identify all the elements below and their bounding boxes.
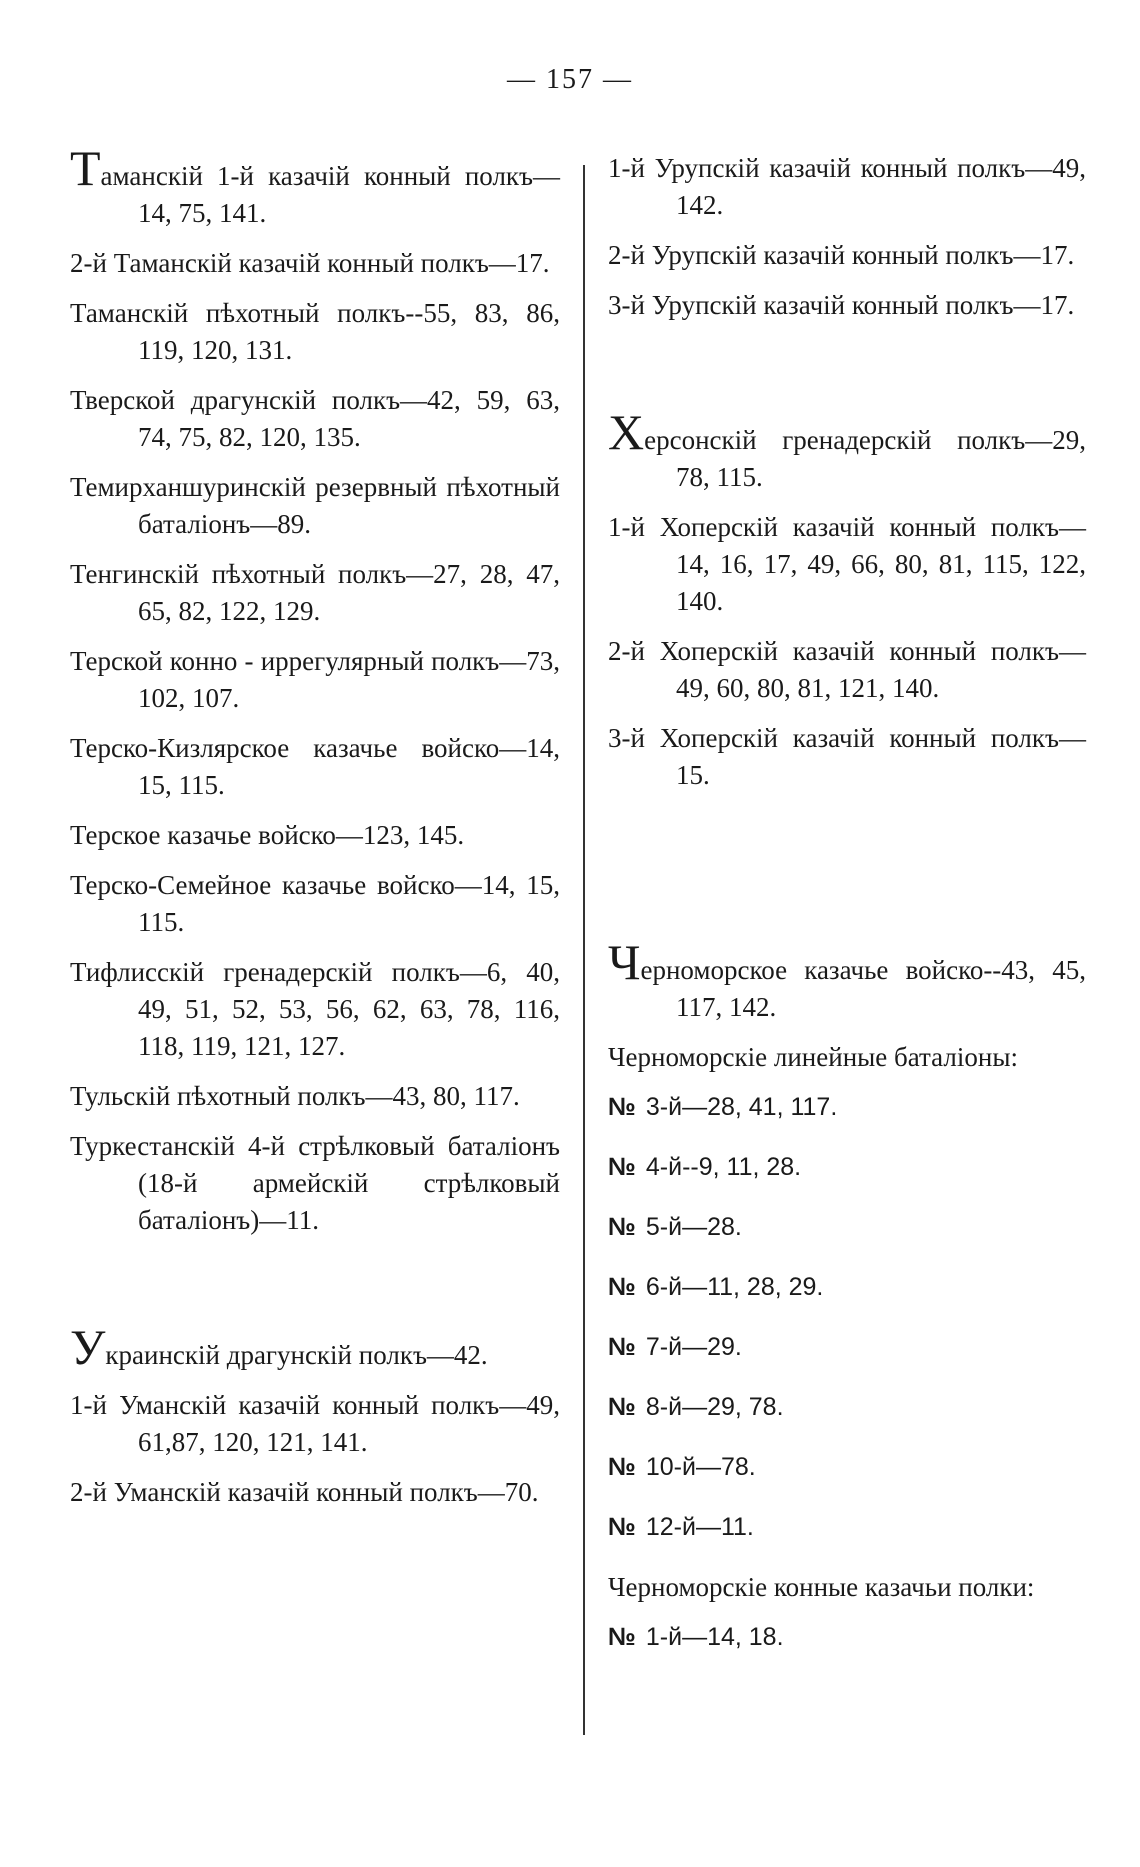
index-entry-first-ch: [608, 934, 1086, 1026]
entry-text: аманскій 1-й казачій конный полкъ—14, 75, 141.: [100, 161, 560, 228]
drop-initial: У: [70, 1319, 106, 1375]
battalion-row: [608, 1269, 1086, 1306]
battalion-text: 12-й—11.: [645, 1513, 754, 1541]
numero-sign: №: [608, 1273, 636, 1301]
entry-text: ерноморское казачье войско--43, 45, 117, 142.: [640, 955, 1086, 1022]
battalion-text: 8-й—29, 78.: [645, 1393, 784, 1421]
battalion-row: [608, 1389, 1086, 1426]
battalion-text: 3-й—28, 41, 117.: [645, 1093, 838, 1121]
index-entry: 1-й Хоперскій казачій конный полкъ—14, 16, 17, 49, 66, 80, 81, 115, 122, 140.: [608, 512, 1086, 616]
page-number: — 157 —: [507, 64, 633, 95]
index-entry: 2-й Уманскій казачій конный полкъ—70.: [70, 1477, 539, 1507]
index-entry-first-t: [70, 140, 560, 232]
index-entry: Тифлисскій гренадерскій полкъ—6, 40, 49, 51, 52, 53, 56, 62, 63, 78, 116, 118, 119, 121, 127.: [70, 957, 560, 1061]
index-entry: 3-й Хоперскій казачій конный полкъ—15.: [608, 723, 1086, 790]
entry-text: ерсонскій гренадерскій полкъ—29, 78, 115.: [644, 425, 1086, 492]
numero-sign: №: [608, 1333, 636, 1361]
index-entry: 2-й Хоперскій казачій конный полкъ—49, 60, 80, 81, 121, 140.: [608, 636, 1086, 703]
battalion-row: [608, 1149, 1086, 1186]
index-entry: Терской конно - иррегулярный полкъ—73, 102, 107.: [70, 646, 560, 713]
battalion-row: [608, 1509, 1086, 1546]
battalion-row: [608, 1209, 1086, 1246]
drop-initial: Х: [608, 404, 645, 460]
index-entry: 1-й Уманскій казачій конный полкъ—49, 61,87, 120, 121, 141.: [70, 1390, 560, 1457]
entry-text: краинскій драгунскій полкъ—42.: [105, 1340, 488, 1370]
regiments-heading: Черноморскіе конные казачьи полки:: [608, 1572, 1035, 1602]
battalion-text: 6-й—11, 28, 29.: [645, 1273, 824, 1301]
index-entry: Терское казачье войско—123, 145.: [70, 820, 465, 850]
index-entry-first-u: [70, 1319, 560, 1375]
right-column: [608, 150, 1086, 1679]
index-entry: Тульскій пѣхотный полкъ—43, 80, 117.: [70, 1081, 520, 1111]
battalions-heading: Черноморскіе линейные баталіоны:: [608, 1042, 1018, 1072]
numero-sign: №: [608, 1623, 636, 1651]
index-entry: Терско-Кизлярское казачье войско—14, 15, 115.: [70, 733, 560, 800]
index-entry: 2-й Таманскій казачій конный полкъ—17.: [70, 248, 550, 278]
index-entry: 3-й Урупскій казачій конный полкъ—17.: [608, 290, 1075, 320]
regiment-text: 1-й—14, 18.: [645, 1623, 784, 1651]
column-divider: [583, 165, 585, 1735]
numero-sign: №: [608, 1453, 636, 1481]
regiment-row: [608, 1619, 1086, 1656]
battalion-row: [608, 1329, 1086, 1366]
battalion-text: 7-й—29.: [645, 1333, 742, 1361]
battalion-row: [608, 1449, 1086, 1486]
drop-initial: Ч: [608, 934, 641, 990]
battalion-text: 5-й—28.: [645, 1213, 742, 1241]
numero-sign: №: [608, 1093, 636, 1121]
index-entry: Терско-Семейное казачье войско—14, 15, 115.: [70, 870, 560, 937]
numero-sign: №: [608, 1213, 636, 1241]
index-entry: Таманскій пѣхотный полкъ--55, 83, 86, 119, 120, 131.: [70, 298, 560, 365]
index-entry: Темирханшуринскій резервный пѣхотный баталіонъ—89.: [70, 472, 560, 539]
numero-sign: №: [608, 1393, 636, 1421]
index-entry-first-kh: [608, 404, 1086, 496]
drop-initial: Т: [70, 140, 101, 196]
battalion-text: 10-й—78.: [645, 1453, 756, 1481]
index-entry: Тверской драгунскій полкъ—42, 59, 63, 74, 75, 82, 120, 135.: [70, 385, 560, 452]
index-entry: Туркестанскій 4-й стрѣлковый баталіонъ (18-й армейскій стрѣлковый баталіонъ)—11.: [70, 1131, 560, 1235]
index-entry: 1-й Урупскій казачій конный полкъ—49, 142.: [608, 153, 1086, 220]
numero-sign: №: [608, 1513, 636, 1541]
index-entry: Тенгинскій пѣхотный полкъ—27, 28, 47, 65, 82, 122, 129.: [70, 559, 560, 626]
index-entry: 2-й Урупскій казачій конный полкъ—17.: [608, 240, 1075, 270]
numero-sign: №: [608, 1153, 636, 1181]
left-column: [70, 140, 560, 1524]
battalion-row: [608, 1089, 1086, 1126]
battalion-text: 4-й--9, 11, 28.: [645, 1153, 802, 1181]
